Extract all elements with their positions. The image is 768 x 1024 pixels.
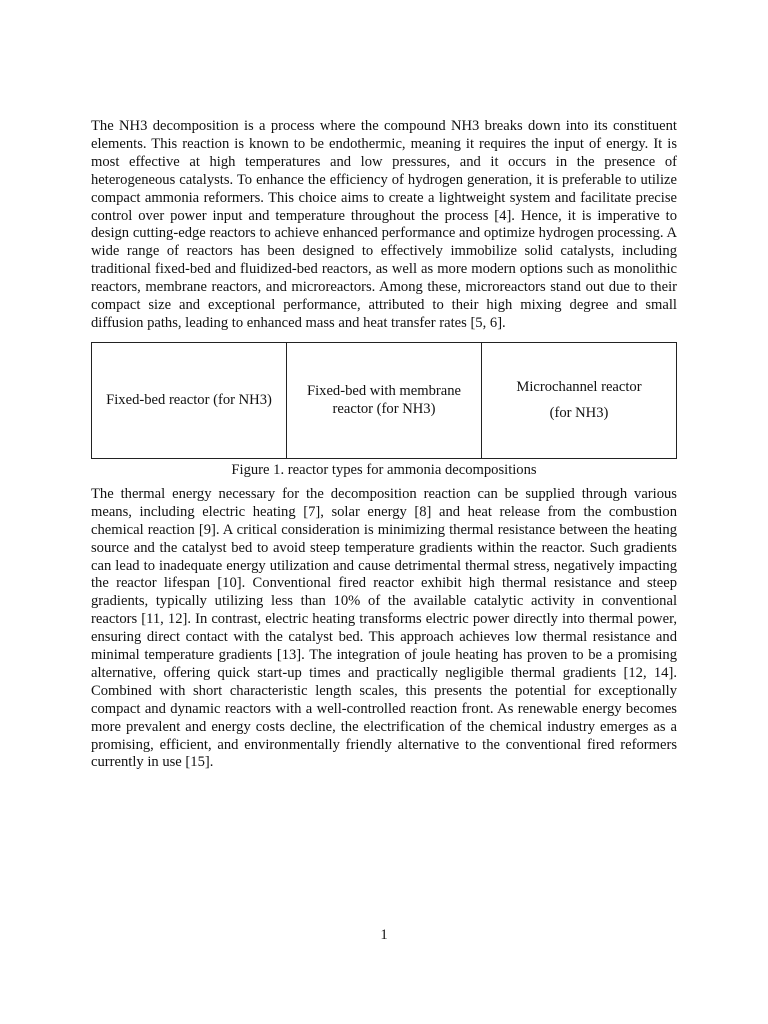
microchannel-reactor-cell bbox=[482, 342, 677, 458]
microchannel-reactor-sublabel: (for NH3) bbox=[549, 405, 609, 422]
page-number: 1 bbox=[380, 927, 388, 943]
fixed-bed-reactor-cell: Fixed-bed reactor (for NH3) bbox=[92, 342, 287, 458]
figure-caption: Figure 1. reactor types for ammonia decompositions bbox=[231, 461, 537, 478]
figure-table-row bbox=[92, 342, 677, 458]
document-page bbox=[91, 118, 677, 772]
body-paragraph-thermal-energy: The thermal energy necessary for the decomposition reaction can be supplied through various means, including electric heating [7], solar energy [8] and heat release from the combustion chemical reaction [9]. A critical consideration is minimizing thermal resistance between the heating source and the catalyst bed to avoid steep temperature gradients within the reactor. Such gradients can lead to inadequate energy utilization and cause detrimental thermal stress, negatively impacting the reactor lifespan [10]. Conventional fired reactor exhibit high thermal resistance and steep gradients, typically utilizing less than 10% of the available catalytic activity in conventional reactors [11, 12]. In contrast, electric heating transforms electric power directly into thermal power, ensuring direct contact with the catalyst bed. This approach achieves low thermal resistance and minimal temperature gradients [13]. The integration of joule heating has proven to be a promising alternative, offering quick start-up times and practically negligible thermal gradients [12, 14]. Combined with short characteristic length scales, this presents the potential for exceptionally compact and dynamic reactors with a well-controlled reaction front. As renewable energy becomes more prevalent and energy costs decline, the electrification of the chemical industry emerges as a promising, efficient, and environmentally friendly alternative to the conventional fired reformers currently in use [15]. bbox=[91, 485, 677, 771]
membrane-reactor-cell: Fixed-bed with membrane reactor (for NH3) bbox=[287, 342, 482, 458]
microchannel-reactor-label: Microchannel reactor bbox=[516, 379, 642, 396]
reactor-types-figure-table bbox=[91, 342, 677, 459]
body-paragraph-intro: The NH3 decomposition is a process where the compound NH3 breaks down into its constituent elements. This reaction is known to be endothermic, meaning it requires the input of energy. It is most effective at high temperatures and low pressures, and it occurs in the presence of heterogeneous catalysts. To enhance the efficiency of hydrogen generation, it is preferable to utilize compact ammonia reformers. This choice aims to create a lightweight system and facilitate precise control over power input and temperature throughout the process [4]. Hence, it is imperative to design cutting-edge reactors to achieve enhanced performance and optimize hydrogen processing. A wide range of reactors has been designed to effectively immobilize solid catalysts, including traditional fixed-bed and fluidized-bed reactors, as well as more modern options such as monolithic reactors, membrane reactors, and microreactors. Among these, microreactors stand out due to their compact size and exceptional performance, attributed to their high mixing degree and small diffusion paths, leading to enhanced mass and heat transfer rates [5, 6]. bbox=[91, 118, 677, 331]
